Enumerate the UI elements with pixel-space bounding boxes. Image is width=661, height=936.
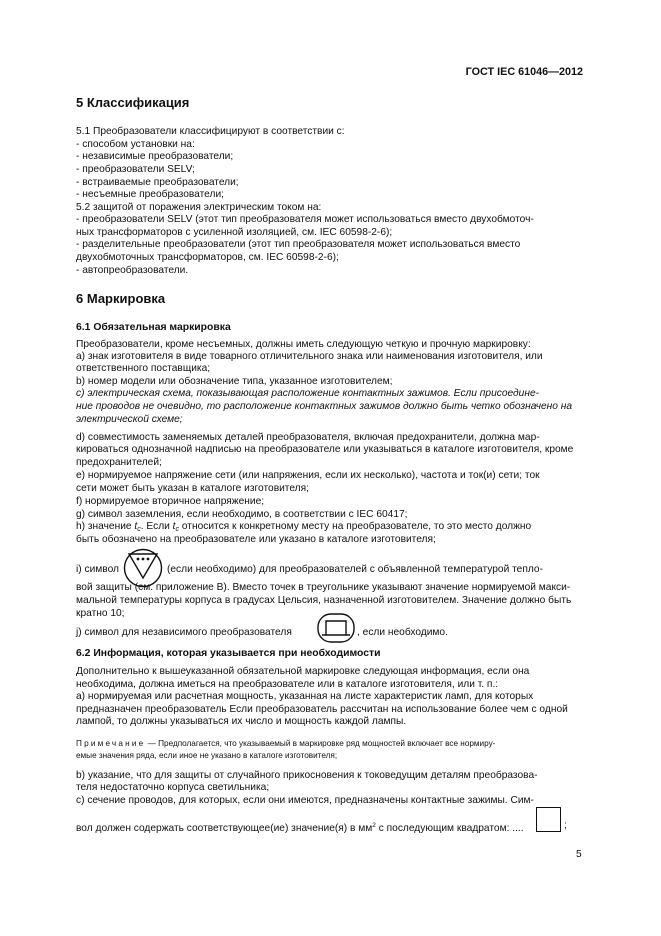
s61-j-2: , если необходимо.: [357, 627, 448, 638]
s5-line-11: двухобмоточных трансформаторов, см. IEC 60598-2-6);: [76, 252, 339, 263]
s62-c-1: c) сечение проводов, для которых, если они имеются, предназначены контактные зажимы. Сим-: [76, 795, 534, 806]
section-6-2-heading: 6.2 Информация, которая указывается при необходимости: [76, 648, 381, 659]
s61-d-2: кироваться однозначной надписью на преобразователе или указываться в каталоге изготовителя, кроме: [76, 444, 574, 455]
section-6-1-heading: 6.1 Обязательная маркировка: [76, 322, 231, 333]
s61-intro: Преобразователи, кроме несъемных, должны иметь следующую четкую и прочную маркировку:: [76, 339, 531, 350]
s5-line-10: - разделительные преобразователи (этот тип преобразователя может использоваться вместо: [76, 239, 521, 250]
s61-e-1: e) нормируемое напряжение сети (или напряжения, если их несколько), частота и ток(и) сети; ток: [76, 470, 540, 481]
s61-e-2: сети может быть указан в каталоге изготовителя;: [76, 483, 309, 494]
s61-j-1: j) символ для независимого преобразователя: [76, 627, 292, 638]
s61-c-3: электрической схеме;: [76, 414, 183, 425]
s61-i-4: кратно 10;: [76, 608, 125, 619]
s61-h-2: быть обозначено на преобразователе или указано в каталоге изготовителя;: [76, 534, 436, 545]
s61-i-3: мальной температуры корпуса в градусах Цельсия, назначенной изготовителем. Значение должно быть: [76, 595, 572, 606]
section-5-heading: 5 Классификация: [76, 95, 190, 110]
s62-a-3: лампой, то должны указываться их число и мощность каждой лампы.: [76, 716, 407, 727]
s61-a-1: a) знак изготовителя в виде товарного отличительного знака или наименования изготовителя, или: [76, 351, 543, 362]
s62-a-2: предназначен преобразователь Если преобразователь рассчитан на использование более чем с одной: [76, 704, 568, 715]
s61-g: g) символ заземления, если необходимо, в соответствии с IEC 60417;: [76, 509, 408, 520]
s5-line-3: - независимые преобразователи;: [76, 151, 234, 162]
s62-b-1: b) указание, что для защиты от случайного прикосновения к токоведущим деталям преобразова-: [76, 770, 538, 781]
section-6-heading: 6 Маркировка: [76, 291, 166, 306]
s61-c-2: ние проводов не очевидно, то расположение контактных зажимов должно быть четко обозначено на: [76, 401, 573, 412]
s62-note-2: емые значения ряда, если иное не указано в каталоге изготовителя;: [76, 751, 338, 760]
s61-d-3: предохранителей;: [76, 457, 162, 468]
s61-h-1: h) значение $t_c$. Если $t_c$ относится к конкретному месту на преобразователе, то это место должно: [76, 521, 532, 533]
page-number: 5: [576, 849, 582, 860]
s61-b: b) номер модели или обозначение типа, указанное изготовителем;: [76, 376, 393, 387]
s61-a-2: ответственного поставщика;: [76, 363, 211, 374]
s62-a-1: a) нормируемая или расчетная мощность, указанная на листе характеристик ламп, для которых: [76, 691, 534, 702]
s62-intro-2: необходима, должна иметься на преобразователе или в каталоге изготовителя, или т. п.:: [76, 679, 499, 690]
s61-i-label: i) символ: [76, 564, 119, 575]
s61-d-1: d) совместимость заменяемых деталей преобразователя, включая предохранители, должна мар-: [76, 432, 540, 443]
s5-line-9: ных трансформаторов с усиленной изоляцией, см. IEC 60598-2-6);: [76, 227, 393, 238]
s5-line-8: - преобразователи SELV (этот тип преобразователя может использоваться вместо двухобмоточ-: [76, 214, 534, 225]
s5-line-7: 5.2 защитой от поражения электрическим током на:: [76, 202, 322, 213]
s5-line-2: - способом установки на:: [76, 139, 195, 150]
s5-line-6: - несъемные преобразователи;: [76, 189, 224, 200]
s62-c-2: вол должен содержать соответствующее(ие) значение(я) в $мм^2$ с последующим квадратом: ....: [76, 822, 524, 834]
s5-line-1: 5.1 Преобразователи классифицируют в соответствии с:: [76, 126, 345, 137]
s61-i-2: вой защиты (см. приложение В). Вместо точек в треугольнике указывают значение нормируемой макси-: [76, 582, 571, 593]
cross-section-square-symbol: [536, 807, 561, 832]
s5-line-4: - преобразователи SELV;: [76, 164, 195, 175]
document-header: ГОСТ IEC 61046—2012: [465, 66, 583, 78]
s5-line-5: - встраиваемые преобразователи;: [76, 177, 239, 188]
s62-c-2-end: ;: [564, 820, 567, 831]
s61-i-1: (если необходимо) для преобразователей с объявленной температурой тепло-: [167, 564, 543, 575]
s5-line-12: - автопреобразователи.: [76, 265, 189, 276]
s62-note-1: Примечание — Предполагается, что указываемый в маркировке ряд мощностей включает все нормиру-: [76, 739, 496, 748]
independent-converter-icon: [317, 613, 355, 643]
s61-f: f) нормируемое вторичное напряжение;: [76, 496, 265, 507]
s62-intro-1: Дополнительно к вышеуказанной обязательной маркировке следующая информация, если она: [76, 666, 530, 677]
s62-b-2: теля недостаточно корпуса светильника;: [76, 782, 270, 793]
s61-c-1: c) электрическая схема, показывающая расположение контактных зажимов. Если присоедине-: [76, 388, 540, 399]
